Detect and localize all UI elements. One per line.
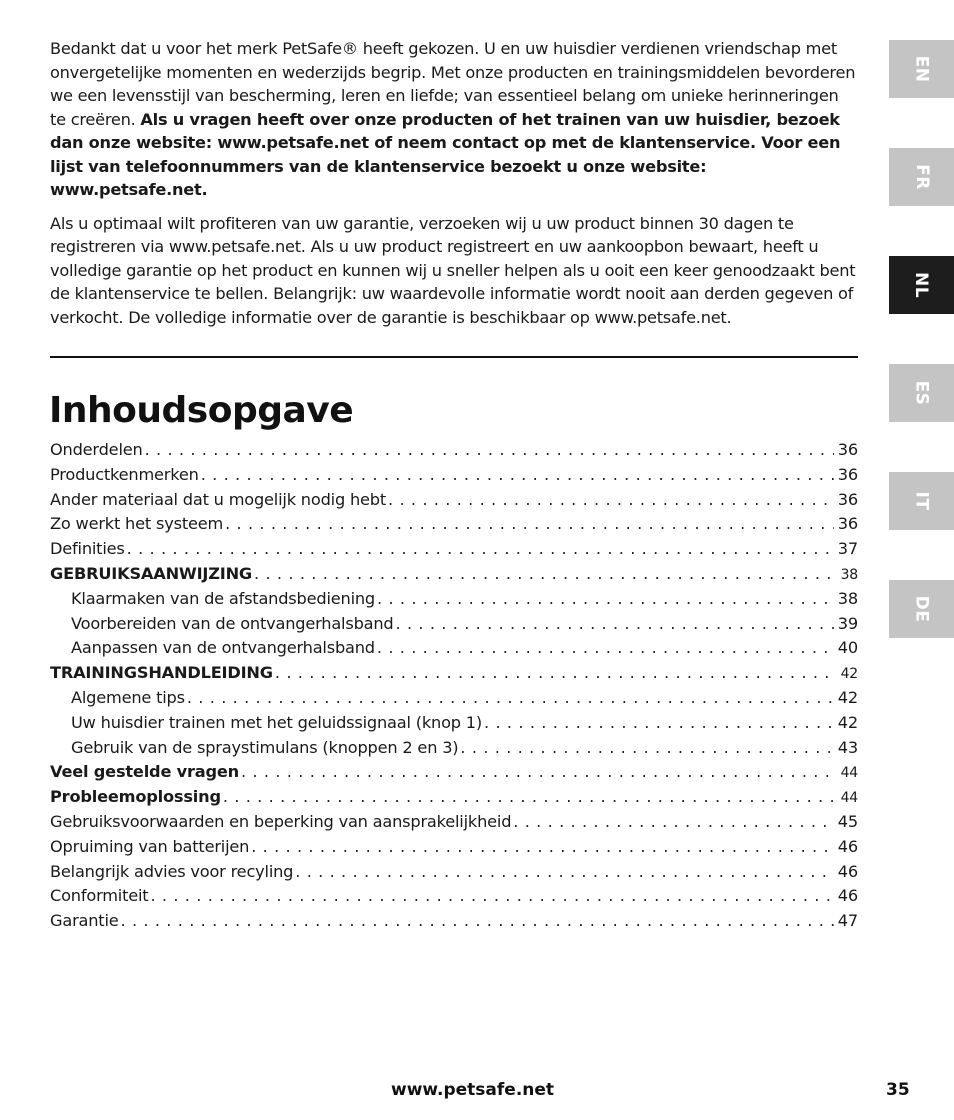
toc-dot-leader [121,911,834,930]
language-tab-de[interactable] [889,580,954,638]
toc-entry[interactable] [50,738,858,763]
language-tab-fr[interactable] [889,148,954,206]
toc-entry[interactable] [50,564,858,589]
toc-entry-page: 45 [837,811,858,831]
toc-entry-page: 46 [837,886,858,906]
toc-entry[interactable] [50,589,858,614]
intro-plain-text: Bedankt dat u voor het merk PetSafe® heeft gekozen. U en uw huisdier verdienen vriendschap met onvergetelijke momenten en wederzijds begrip. Met onze producten en trainingsmiddelen bevorderen we een levensstijl van bescherming, leren en liefde; van essentieel belang om unieke herinneringen te creëren. [50,39,856,129]
toc-entry-page: 36 [837,464,858,484]
toc-entry-page: 39 [837,613,858,633]
intro-paragraph-2: Als u optimaal wilt profiteren van uw garantie, verzoeken wij u uw product binnen 30 dagen te registreren via www.petsafe.net. Als u uw product registreert en uw aankoopbon bewaart, heeft u volledige garantie op het product en kunnen wij u sneller helpen als u ooit een keer genoodzaakt bent de klantenservice te bellen. Belangrijk: uw waardevolle informatie wordt nooit aan derden gegeven of verkocht. De volledige informatie over de garantie is beschikbaar op www.petsafe.net. [50,213,856,327]
page-number: 35 [886,1080,910,1100]
toc-entry-label: Gebruik van de spraystimulans (knoppen 2 en 3) [71,737,459,757]
table-of-contents [50,440,858,936]
toc-dot-leader [513,812,834,831]
language-tab-label: IT [911,491,932,511]
toc-dot-leader [201,465,834,484]
toc-dot-leader [396,614,834,633]
toc-entry[interactable] [50,490,858,515]
toc-entry[interactable] [50,787,858,812]
toc-entry-label: Belangrijk advies voor recyling [50,861,294,881]
toc-entry-label: Veel gestelde vragen [50,762,240,782]
language-tab-it[interactable] [889,472,954,530]
toc-entry-page: 43 [837,737,858,757]
toc-dot-leader [254,564,834,583]
toc-entry-label: TRAININGSHANDLEIDING [50,663,273,683]
toc-dot-leader [225,514,834,533]
language-tab-en[interactable] [889,40,954,98]
toc-dot-leader [187,688,834,707]
language-tab-nl[interactable] [889,256,954,314]
toc-dot-leader [241,762,834,781]
toc-entry-label: Zo werkt het systeem [50,514,224,534]
toc-entry-label: Garantie [50,911,119,931]
language-tab-label: DE [911,595,932,623]
toc-dot-leader [145,440,834,459]
toc-entry-label: Voorbereiden van de ontvangerhalsband [71,613,394,633]
toc-entry-page: 46 [837,861,858,881]
toc-entry-page: 47 [837,911,858,931]
toc-dot-leader [150,886,834,905]
language-tab-label: FR [911,164,932,190]
toc-dot-leader [388,490,834,509]
language-tab-label: NL [911,271,932,299]
toc-entry[interactable] [50,440,858,465]
toc-entry[interactable] [50,837,858,862]
toc-entry-page: 37 [837,539,858,559]
toc-entry-label: Opruiming van batterijen [50,836,250,856]
toc-entry[interactable] [50,663,858,688]
toc-entry-label: Onderdelen [50,440,143,459]
toc-entry-label: Productkenmerken [50,464,199,484]
language-tab-es[interactable] [889,364,954,422]
toc-dot-leader [127,539,834,558]
toc-entry-label: Definities [50,539,125,559]
toc-entry[interactable] [50,614,858,639]
toc-entry[interactable] [50,911,858,936]
toc-entry-label: Conformiteit [50,886,149,906]
toc-entry[interactable] [50,638,858,663]
toc-entry-page: 38 [837,588,858,608]
toc-entry-page: 36 [837,489,858,509]
section-divider [50,356,858,358]
toc-entry-page: 42 [840,666,858,683]
intro-bold-text: Als u vragen heeft over onze producten of het trainen van uw huisdier, bezoek dan onze website: www.petsafe.net of neem contact op met de klantenservice. Voor een lijst van telefoonnummers van de klantenservice bezoekt u onze website: www.petsafe.net. [50,109,841,199]
toc-entry[interactable] [50,886,858,911]
toc-entry-label: Algemene tips [71,687,185,707]
toc-dot-leader [295,862,834,881]
toc-entry[interactable] [50,812,858,837]
toc-entry-label: Ander materiaal dat u mogelijk nodig hebt [50,489,387,509]
toc-dot-leader [251,837,834,856]
toc-entry[interactable] [50,539,858,564]
toc-entry-page: 44 [840,790,858,807]
toc-entry-page: 36 [837,514,858,534]
language-tab-label: EN [911,55,932,83]
toc-entry[interactable] [50,688,858,713]
toc-entry-page: 46 [837,836,858,856]
toc-dot-leader [223,787,834,806]
intro-paragraph-1 [50,37,858,202]
footer-url[interactable]: www.petsafe.net [391,1080,555,1100]
toc-entry[interactable] [50,762,858,787]
toc-entry-page: 42 [837,712,858,732]
toc-entry-label: Probleemoplossing [50,787,221,807]
toc-entry-label: Uw huisdier trainen met het geluidssignaal (knop 1) [71,712,483,732]
toc-entry[interactable] [50,862,858,887]
toc-dot-leader [460,738,834,757]
toc-dot-leader [484,713,834,732]
toc-dot-leader [275,663,834,682]
toc-dot-leader [377,589,834,608]
toc-entry-page: 44 [840,765,858,782]
toc-entry[interactable] [50,465,858,490]
toc-entry-label: Aanpassen van de ontvangerhalsband [71,638,375,658]
toc-entry-label: GEBRUIKSAANWIJZING [50,563,253,583]
toc-entry-label: Gebruiksvoorwaarden en beperking van aansprakelijkheid [50,811,512,831]
toc-entry[interactable] [50,514,858,539]
toc-entry-page: 42 [837,687,858,707]
toc-entry-label: Klaarmaken van de afstandsbediening [71,588,376,608]
language-tab-label: ES [911,380,932,406]
toc-entry-page: 38 [840,566,858,583]
intro-text [50,37,858,339]
toc-entry-page: 40 [837,638,858,658]
toc-entry-page: 36 [837,440,858,459]
toc-entry[interactable] [50,713,858,738]
toc-dot-leader [377,638,834,657]
page-title: Inhoudsopgave [49,390,354,431]
